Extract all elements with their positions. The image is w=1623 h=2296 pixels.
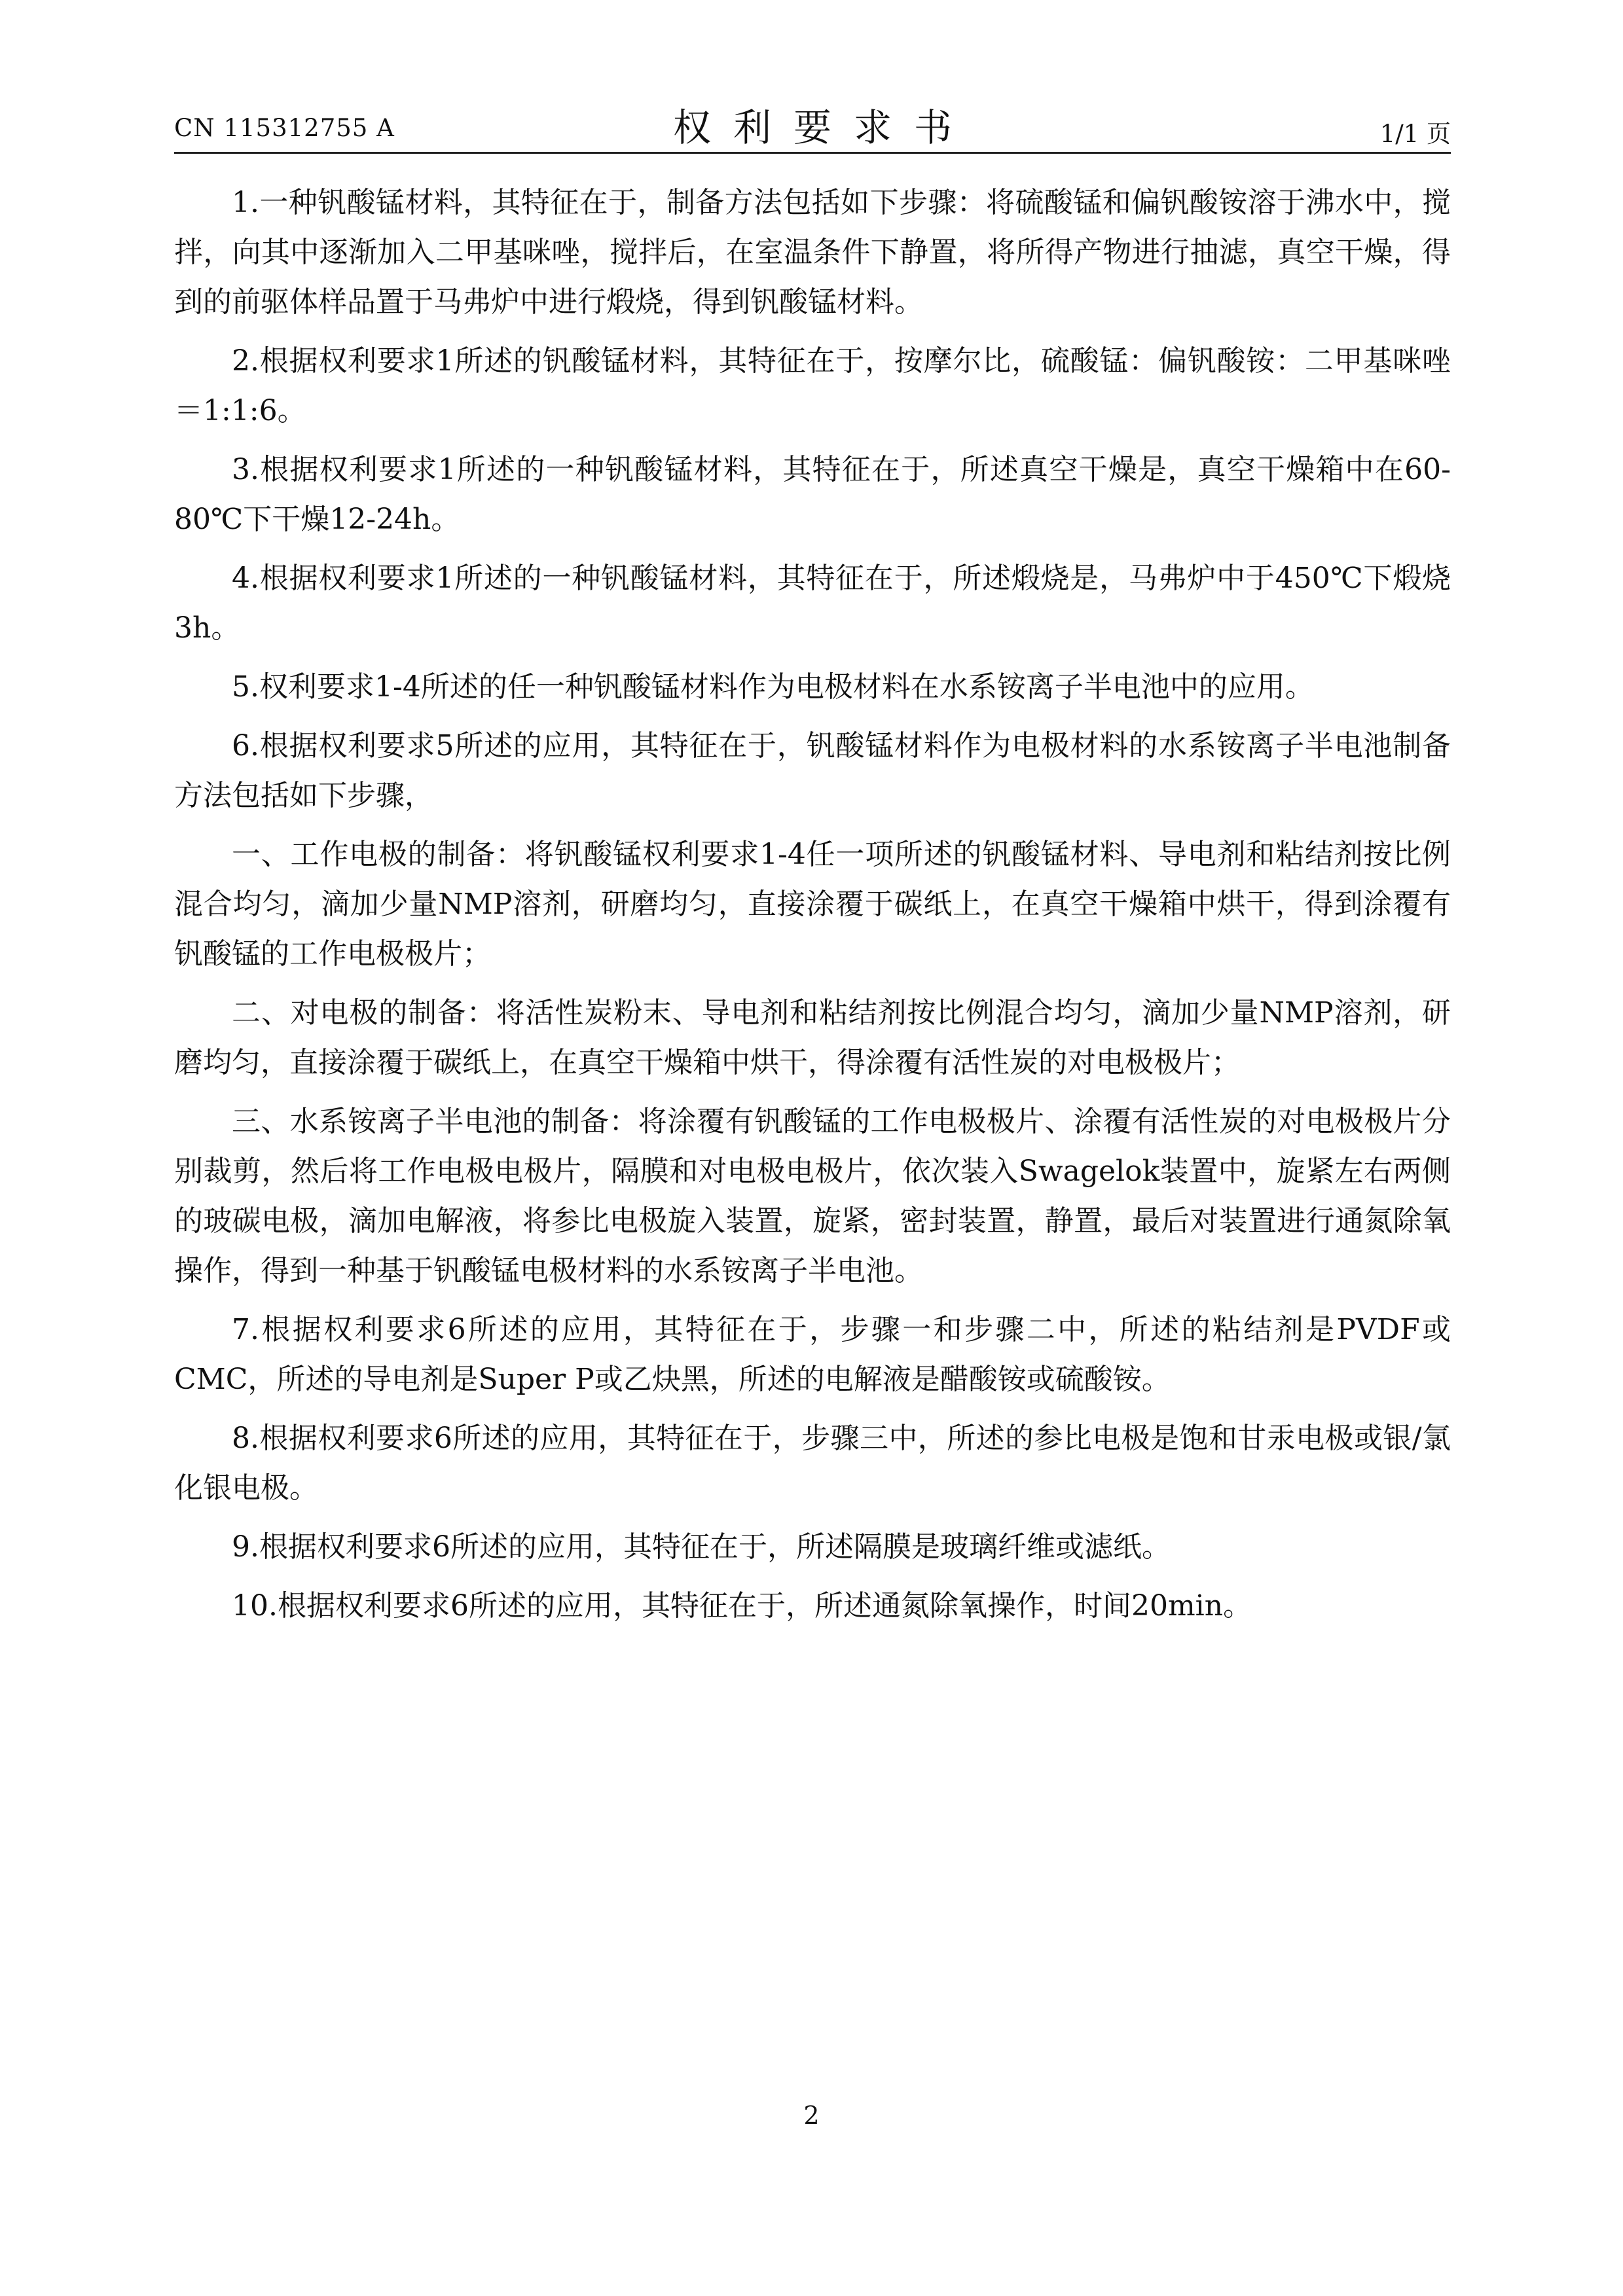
claim-6-step-2: 二、对电极的制备：将活性炭粉末、导电剂和粘结剂按比例混合均匀，滴加少量NMP溶剂，研磨均匀，直接涂覆于碳纸上，在真空干燥箱中烘干，得涂覆有活性炭的对电极极片； [174,996,1451,1079]
document-title: 权利要求书 [672,105,974,150]
page-number: 2 [803,2101,820,2130]
claim-6-step-3: 三、水系铵离子半电池的制备：将涂覆有钒酸锰的工作电极极片、涂覆有活性炭的对电极极片分别裁剪，然后将工作电极电极片，隔膜和对电极电极片，依次装入Swagelok装置中，旋紧左右两侧的玻碳电极，滴加电解液，将参比电极旋入装置，旋紧，密封装置，静置，最后对装置进行通氮除氧操作，得到一种基于钒酸锰电极材料的水系铵离子半电池。 [174,1105,1451,1287]
claim-5: 5.权利要求1-4所述的任一种钒酸锰材料作为电极材料在水系铵离子半电池中的应用。 [232,670,1314,704]
publication-number: CN 115312755 A [174,114,395,142]
header-divider [174,152,1451,154]
claim-10: 10.根据权利要求6所述的应用，其特征在于，所述通氮除氧操作，时间20min。 [232,1589,1252,1623]
claim-3: 3.根据权利要求1所述的一种钒酸锰材料，其特征在于，所述真空干燥是，真空干燥箱中在60-80℃下干燥12-24h。 [174,453,1451,536]
claim-4: 4.根据权利要求1所述的一种钒酸锰材料，其特征在于，所述煅烧是，马弗炉中于450℃下煅烧3h。 [174,562,1451,645]
claim-9: 9.根据权利要求6所述的应用，其特征在于，所述隔膜是玻璃纤维或滤纸。 [232,1530,1171,1564]
claim-2: 2.根据权利要求1所述的钒酸锰材料，其特征在于，按摩尔比，硫酸锰：偏钒酸铵：二甲基咪唑＝1:1:6。 [174,344,1451,427]
claim-6-step-1: 一、工作电极的制备：将钒酸锰权利要求1-4任一项所述的钒酸锰材料、导电剂和粘结剂按比例混合均匀，滴加少量NMP溶剂，研磨均匀，直接涂覆于碳纸上，在真空干燥箱中烘干，得到涂覆有钒酸锰的工作电极极片； [174,838,1451,971]
page-count: 1/1 页 [1379,120,1451,148]
claim-8: 8.根据权利要求6所述的应用，其特征在于，步骤三中，所述的参比电极是饱和甘汞电极或银/氯化银电极。 [174,1422,1451,1505]
page-header [174,92,1451,157]
claim-7: 7.根据权利要求6所述的应用，其特征在于，步骤一和步骤二中，所述的粘结剂是PVDF或CMC，所述的导电剂是Super P或乙炔黑，所述的电解液是醋酸铵或硫酸铵。 [174,1313,1451,1396]
claim-6: 6.根据权利要求5所述的应用，其特征在于，钒酸锰材料作为电极材料的水系铵离子半电池制备方法包括如下步骤， [174,729,1451,812]
claims-body [174,178,1451,1640]
claim-1: 1.一种钒酸锰材料，其特征在于，制备方法包括如下步骤：将硫酸锰和偏钒酸铵溶于沸水中，搅拌，向其中逐渐加入二甲基咪唑，搅拌后，在室温条件下静置，将所得产物进行抽滤，真空干燥，得到的前驱体样品置于马弗炉中进行煅烧，得到钒酸锰材料。 [174,186,1451,319]
